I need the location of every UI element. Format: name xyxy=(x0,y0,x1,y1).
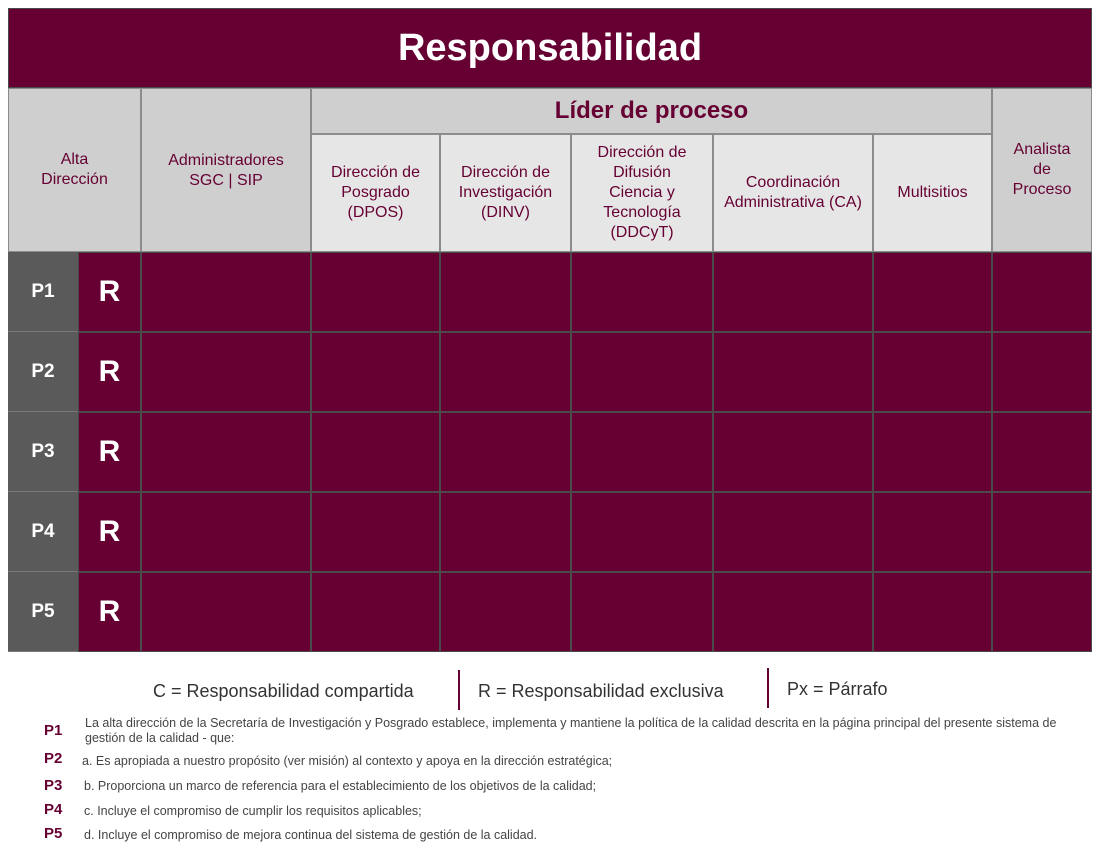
table-cell xyxy=(873,252,992,332)
page-title: Responsabilidad xyxy=(8,8,1092,88)
footnote-text: b. Proporciona un marco de referencia para el establecimiento de los objetivos de la calidad; xyxy=(84,779,597,793)
table-cell xyxy=(992,572,1092,652)
table-cell xyxy=(141,412,311,492)
cell-alta-direccion: R xyxy=(78,492,141,572)
table-cell xyxy=(141,492,311,572)
table-cell xyxy=(311,252,440,332)
table-cell xyxy=(571,492,713,572)
header-ddcyt: Dirección de Difusión Ciencia y Tecnología (DDCyT) xyxy=(571,134,713,252)
table-cell xyxy=(713,252,873,332)
header-administradores: Administradores SGC | SIP xyxy=(141,88,311,252)
table-cell xyxy=(141,332,311,412)
legend-separator xyxy=(767,668,769,708)
table-cell xyxy=(440,412,571,492)
header-lider-proceso: Líder de proceso xyxy=(311,88,992,134)
table-cell xyxy=(873,572,992,652)
footnote-text: c. Incluye el compromiso de cumplir los requisitos aplicables; xyxy=(84,804,422,818)
table-cell xyxy=(713,332,873,412)
legend-separator xyxy=(458,670,460,710)
row-label: P3 xyxy=(8,412,78,492)
header-alta-direccion: Alta Dirección xyxy=(8,88,141,252)
table-cell xyxy=(713,572,873,652)
table-cell xyxy=(440,572,571,652)
footnote-label: P1 xyxy=(44,722,63,739)
legend-exclusiva: R = Responsabilidad exclusiva xyxy=(478,681,724,701)
table-cell xyxy=(440,252,571,332)
table-cell xyxy=(571,252,713,332)
header-analista: Analista de Proceso xyxy=(992,88,1092,252)
cell-alta-direccion: R xyxy=(78,252,141,332)
table-cell xyxy=(873,412,992,492)
legend-parrafo: Px = Párrafo xyxy=(787,679,888,699)
table-cell xyxy=(141,572,311,652)
header-ca: Coordinación Administrativa (CA) xyxy=(713,134,873,252)
header-dpos: Dirección de Posgrado (DPOS) xyxy=(311,134,440,252)
header-dinv: Dirección de Investigación (DINV) xyxy=(440,134,571,252)
footnote-label: P4 xyxy=(44,801,63,818)
table-cell xyxy=(571,412,713,492)
table-cell xyxy=(440,492,571,572)
footnote-text: La alta dirección de la Secretaría de Investigación y Posgrado establece, implementa y mantiene la política de la calidad descrita en la página principal del presente sistema de gestión de la calidad - que: xyxy=(85,716,1057,745)
row-label: P1 xyxy=(8,252,78,332)
footnote-text: d. Incluye el compromiso de mejora continua del sistema de gestión de la calidad. xyxy=(84,828,538,842)
footnote-label: P3 xyxy=(44,777,63,794)
table-cell xyxy=(311,412,440,492)
row-label: P5 xyxy=(8,572,78,652)
table-cell xyxy=(571,572,713,652)
table-cell xyxy=(311,572,440,652)
legend-compartida: C = Responsabilidad compartida xyxy=(153,681,414,701)
row-label: P2 xyxy=(8,332,78,412)
table-cell xyxy=(571,332,713,412)
table-cell xyxy=(992,252,1092,332)
table-cell xyxy=(713,412,873,492)
table-cell xyxy=(992,492,1092,572)
footnote-label: P5 xyxy=(44,825,63,842)
cell-alta-direccion: R xyxy=(78,412,141,492)
cell-alta-direccion: R xyxy=(78,572,141,652)
table-cell xyxy=(873,492,992,572)
table-cell xyxy=(873,332,992,412)
cell-alta-direccion: R xyxy=(78,332,141,412)
table-cell xyxy=(311,332,440,412)
header-multisitios: Multisitios xyxy=(873,134,992,252)
footnote-text: a. Es apropiada a nuestro propósito (ver misión) al contexto y apoya en la dirección estratégica; xyxy=(82,754,613,768)
footnote-label: P2 xyxy=(44,750,63,767)
table-cell xyxy=(992,412,1092,492)
table-cell xyxy=(311,492,440,572)
table-cell xyxy=(713,492,873,572)
table-cell xyxy=(141,252,311,332)
table-cell xyxy=(992,332,1092,412)
row-label: P4 xyxy=(8,492,78,572)
table-cell xyxy=(440,332,571,412)
